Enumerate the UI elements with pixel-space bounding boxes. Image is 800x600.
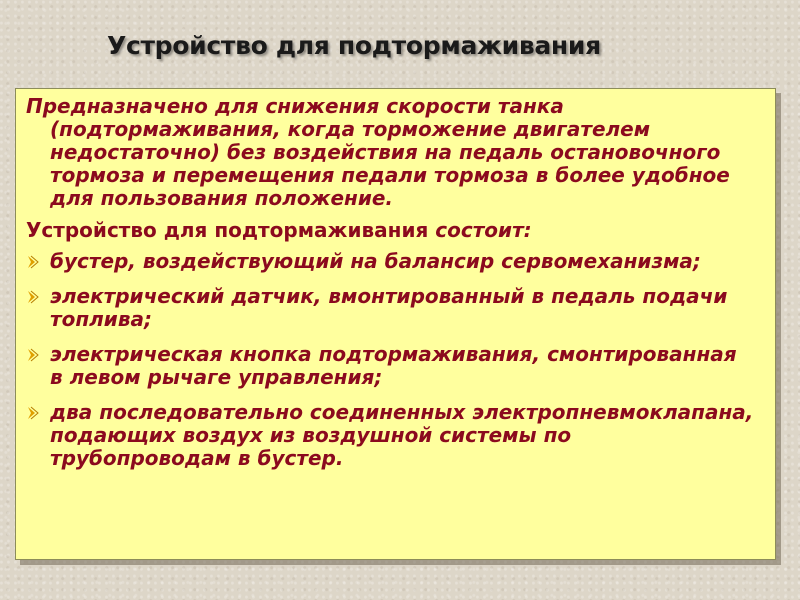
intro-paragraph: Предназначено для снижения скорости танка (подтормаживания, когда торможение двигателем недостаточно) без воздействия на педаль остановочного тормоза и перемещения педали тормоза в более удобное для пользования положение. [26, 94, 730, 210]
checkmark-arrow-icon [26, 290, 40, 304]
list-item [26, 285, 755, 331]
checkmark-arrow-icon [26, 348, 40, 362]
components-heading-lead: Устройство для подтормаживания [26, 218, 436, 242]
list-item [26, 250, 755, 273]
list-item-text: два последовательно соединенных электропневмоклапана, подающих воздух из воздушной системы по трубопроводам в бустер. [50, 400, 754, 470]
checkmark-arrow-icon [26, 255, 40, 269]
list-item-text: электрический датчик, вмонтированный в педаль подачи топлива; [50, 284, 728, 331]
list-item-text: бустер, воздействующий на балансир сервомеханизма; [50, 249, 701, 273]
components-heading-tail: состоит: [435, 218, 532, 242]
components-heading [26, 219, 755, 242]
components-list [26, 250, 755, 470]
slide-title: Устройство для подтормаживания [107, 31, 601, 60]
list-item-text: электрическая кнопка подтормаживания, смонтированная в левом рычаге управления; [50, 342, 737, 389]
list-item [26, 343, 755, 389]
checkmark-arrow-icon [26, 406, 40, 420]
content-box [15, 88, 776, 560]
list-item [26, 401, 755, 470]
